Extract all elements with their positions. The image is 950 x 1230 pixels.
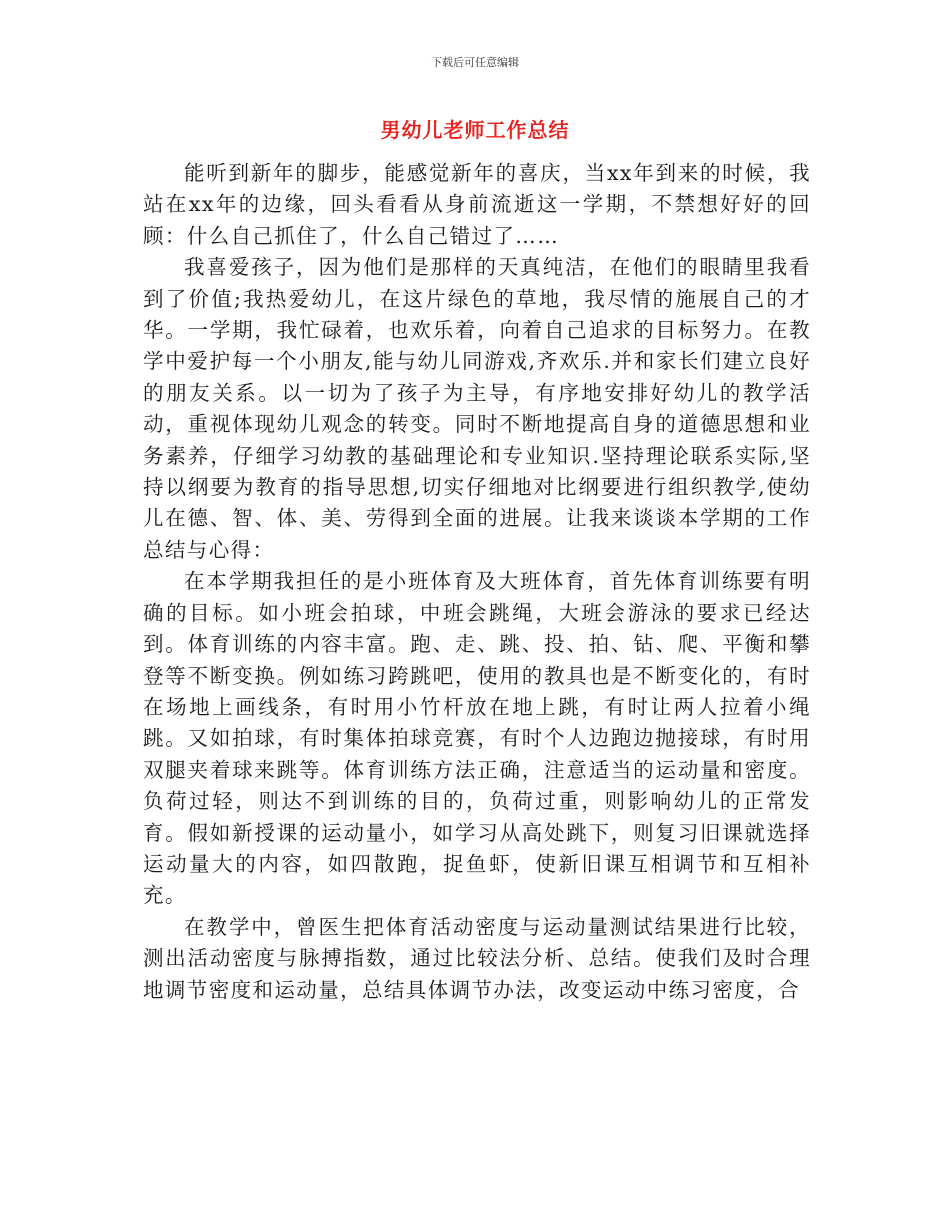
- paragraph: 我喜爱孩子，因为他们是那样的天真纯洁，在他们的眼睛里我看到了价值;我热爱幼儿，在这片绿色的草地，我尽情的施展自己的才华。一学期，我忙碌着，也欢乐着，向着自己追求的目标努力。在教学中爱护每一个小朋友,能与幼儿同游戏,齐欢乐.并和家长们建立良好的朋友关系。以一切为了孩子为主导，有序地安排好幼儿的教学活动，重视体现幼儿观念的转变。同时不断地提高自身的道德思想和业务素养，仔细学习幼教的基础理论和专业知识.坚持理论联系实际,坚持以纲要为教育的指导思想,切实仔细地对比纲要进行组织教学,使幼儿在德、智、体、美、劳得到全面的进展。让我来谈谈本学期的工作总结与心得：: [143, 255, 811, 562]
- header-note: 下载后可任意编辑: [431, 56, 519, 69]
- paragraph: 在教学中，曾医生把体育活动密度与运动量测试结果进行比较，测出活动密度与脉搏指数，通过比较法分析、总结。使我们及时合理地调节密度和运动量，总结具体调节办法，改变运动中练习密度，合: [143, 914, 811, 1002]
- document-title: 男幼儿老师工作总结: [380, 118, 570, 142]
- paragraph: 在本学期我担任的是小班体育及大班体育，首先体育训练要有明确的目标。如小班会拍球，中班会跳绳，大班会游泳的要求已经达到。体育训练的内容丰富。跑、走、跳、投、拍、钻、爬、平衡和攀登等不断变换。例如练习跨跳吧，使用的教具也是不断变化的，有时在场地上画线条，有时用小竹杆放在地上跳，有时让两人拉着小绳跳。又如拍球，有时集体拍球竞赛，有时个人边跑边抛接球，有时用双腿夹着球来跳等。体育训练方法正确，注意适当的运动量和密度。负荷过轻，则达不到训练的目的，负荷过重，则影响幼儿的正常发育。假如新授课的运动量小，如学习从高处跳下，则复习旧课就选择运动量大的内容，如四散跑，捉鱼虾，使新旧课互相调节和互相补充。: [143, 569, 811, 908]
- document-body: [143, 158, 811, 1006]
- paragraph: 能听到新年的脚步，能感觉新年的喜庆，当xx年到来的时候，我站在xx年的边缘，回头看看从身前流逝这一学期，不禁想好好的回顾：什么自己抓住了，什么自己错过了……: [143, 161, 811, 248]
